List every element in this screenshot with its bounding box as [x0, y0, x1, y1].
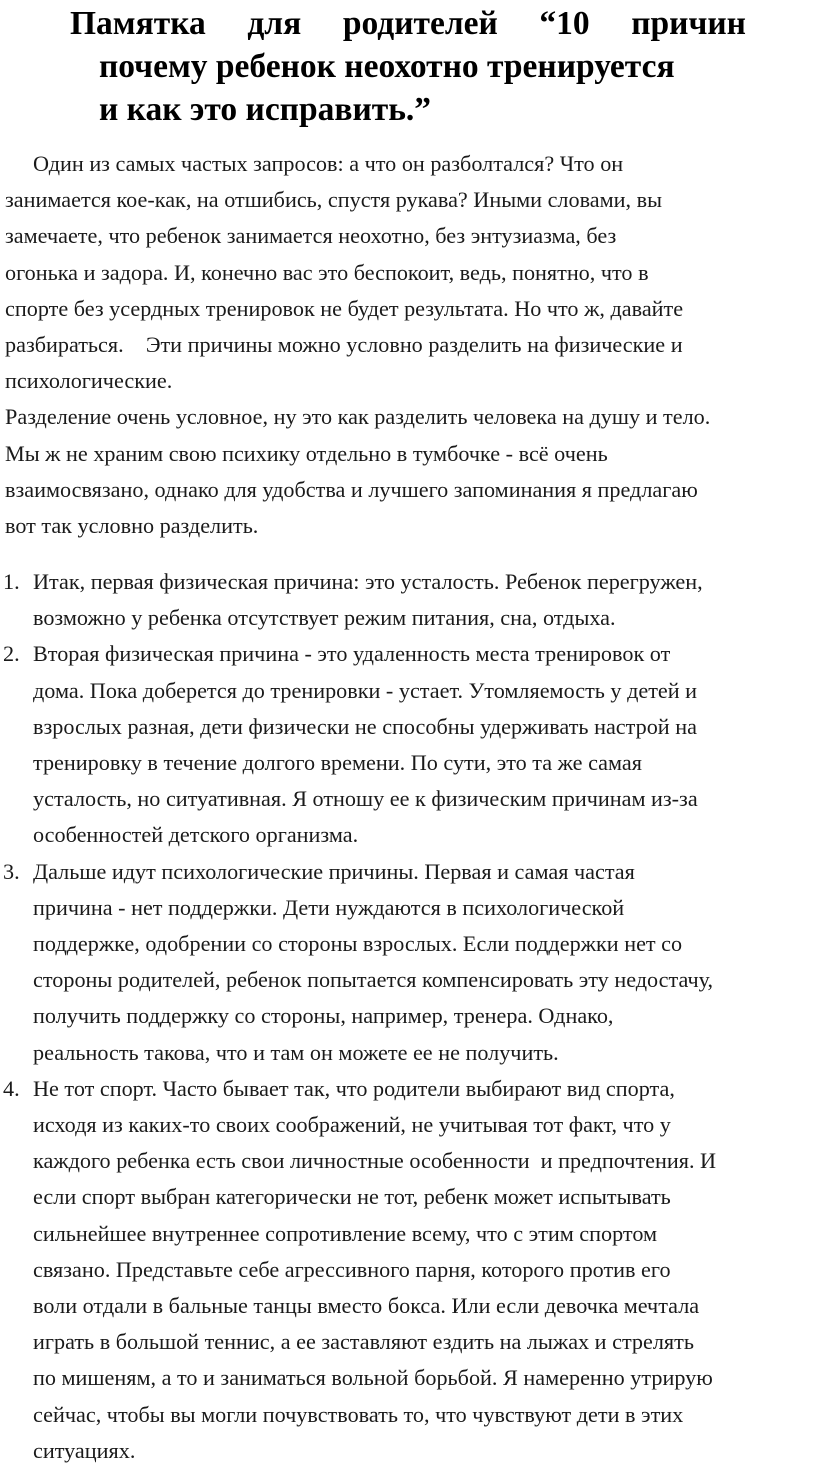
list-item-line: взрослых разная, дети физически не способны удерживать настрой на [33, 713, 697, 739]
list-item-line: особенностей детского организма. [33, 822, 359, 848]
list-item-line: играть в большой теннис, а ее заставляют ездить на лыжах и стрелять [33, 1329, 694, 1355]
list-item [0, 564, 816, 636]
list-item-number: 1. [3, 569, 20, 594]
intro-line: Мы ж не храним свою психику отдельно в тумбочке - всё очень [5, 440, 608, 466]
document-title [70, 2, 746, 131]
title-line-2: почему ребенок неохотно тренируется [99, 48, 675, 85]
list-item-line: по мишеням, а то и заниматься вольной борьбой. Я намеренно утрирую [33, 1365, 713, 1391]
list-item-line: получить поддержку со стороны, например, тренера. Однако, [33, 1003, 614, 1029]
list-item-line: каждого ребенка есть свои личностные особенности и предпочтения. И [33, 1148, 717, 1174]
title-word: Памятка [70, 5, 206, 42]
title-word: родителей [342, 5, 498, 42]
title-line-3: и как это исправить.” [99, 91, 432, 128]
intro-line: занимается кое-как, на отшибись, спустя рукава? Иными словами, вы [5, 187, 663, 213]
intro-line: Один из самых частых запросов: а что он разболтался? Что он [33, 151, 624, 176]
list-item-line: тренировку в течение долгого времени. По сути, это та же самая [33, 750, 642, 776]
list-item-line: Не тот спорт. Часто бывает так, что родители выбирают вид спорта, [33, 1075, 675, 1101]
list-item-line: ситуациях. [33, 1437, 136, 1463]
list-item-line: сильнейшее внутреннее сопротивление всему, что с этим спортом [33, 1220, 658, 1246]
list-item-number: 2. [3, 641, 20, 667]
intro-line: замечаете, что ребенок занимается неохотно, без энтузиазма, без [5, 223, 617, 249]
list-item-number: 4. [3, 1075, 20, 1101]
list-item [0, 636, 816, 853]
reasons-list [0, 564, 816, 1469]
title-word: “10 [539, 5, 590, 42]
intro-line: спорте без усердных тренировок не будет результата. Но что ж, давайте [5, 295, 684, 321]
list-item-line: дома. Пока доберется до тренировки - устает. Утомляемость у детей и [33, 677, 698, 703]
list-item-line: причина - нет поддержки. Дети нуждаются в психологической [33, 894, 625, 920]
intro-line: взаимосвязано, однако для удобства и лучшего запоминания я предлагаю [5, 476, 698, 502]
intro-line: вот так условно разделить. [5, 513, 259, 539]
list-item [0, 854, 816, 1071]
list-item [0, 1071, 816, 1469]
list-item-line: воли отдали в бальные танцы вместо бокса. Или если девочка мечтала [33, 1293, 700, 1319]
list-item-line: стороны родителей, ребенок попытается компенсировать эту недостачу, [33, 967, 714, 993]
list-item-line: усталость, но ситуативная. Я отношу ее к физическим причинам из-за [33, 786, 698, 812]
intro-paragraphs [5, 146, 811, 544]
intro-line: разбираться. Эти причины можно условно разделить на физические и [5, 332, 683, 358]
list-item-line: связано. Представьте себе агрессивного парня, которого против его [33, 1256, 671, 1282]
list-item-line: Вторая физическая причина - это удаленность места тренировок от [33, 641, 671, 667]
title-word: для [247, 5, 302, 42]
list-item-line: возможно у ребенка отсутствует режим питания, сна, отдыха. [33, 605, 616, 631]
intro-line: огонька и задора. И, конечно вас это беспокоит, ведь, понятно, что в [5, 259, 649, 285]
list-item-number: 3. [3, 858, 20, 884]
title-line-1 [70, 2, 746, 45]
intro-line: психологические. [5, 368, 173, 394]
list-item-line: если спорт выбран категорически не тот, ребенк может испытывать [33, 1184, 671, 1210]
list-item-line: Итак, первая физическая причина: это усталость. Ребенок перегружен, [33, 569, 703, 594]
list-item-line: Дальше идут психологические причины. Первая и самая частая [33, 858, 635, 884]
title-word: причин [631, 5, 746, 42]
list-item-line: сейчас, чтобы вы могли почувствовать то, что чувствуют дети в этих [33, 1401, 684, 1427]
list-item-line: исходя из каких-то своих соображений, не учитывая тот факт, что у [33, 1112, 671, 1138]
list-item-line: реальность такова, что и там он можете ее не получить. [33, 1039, 559, 1065]
list-item-line: поддержке, одобрении со стороны взрослых. Если поддержки нет со [33, 931, 683, 957]
intro-line: Разделение очень условное, ну это как разделить человека на душу и тело. [5, 404, 711, 430]
